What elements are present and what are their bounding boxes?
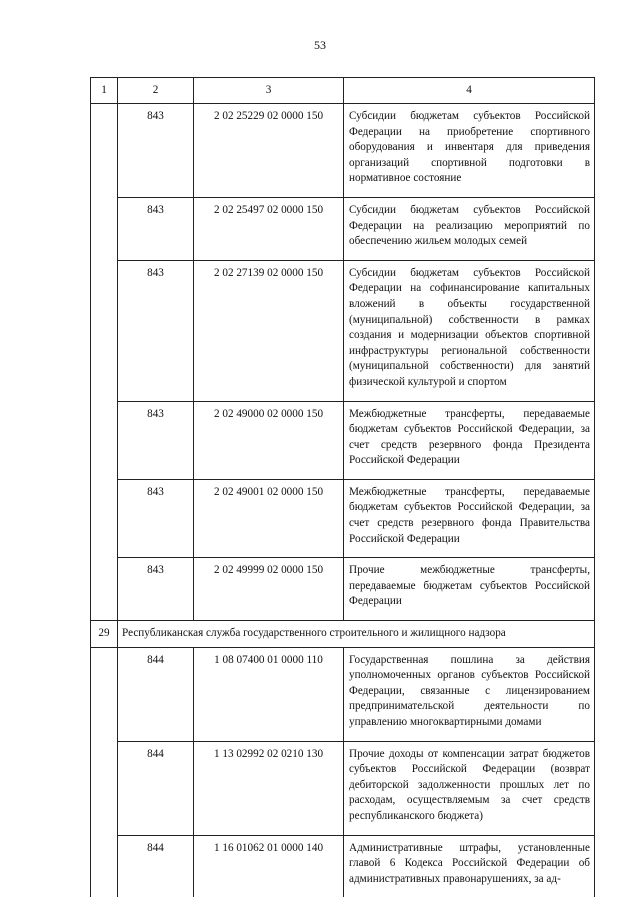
table-row	[91, 401, 595, 479]
revenue-description: Прочие доходы от компенсации затрат бюджетов субъектов Российской Федерации (возврат дебиторской задолженности прошлых лет по расходам, осуществляемым за счет средств республиканского бюджета)	[344, 741, 595, 835]
revenue-code: 2 02 49000 02 0000 150	[194, 401, 344, 479]
admin-code: 843	[118, 401, 194, 479]
empty-cell	[91, 647, 118, 897]
header-col-1: 1	[91, 78, 118, 104]
revenue-description: Субсидии бюджетам субъектов Российской Федерации на софинансирование капитальных вложений в объекты государственной (муниципальной) собственности в рамках создания и модернизации объектов спортивной инфраструктуры региональной собственности (муниципальной собственности) для занятий физической культурой и спортом	[344, 260, 595, 401]
table-row	[91, 835, 595, 897]
table-row	[91, 104, 595, 198]
table-row	[91, 741, 595, 835]
admin-code: 843	[118, 104, 194, 198]
revenue-code: 1 16 01062 01 0000 140	[194, 835, 344, 897]
table-row	[91, 197, 595, 260]
table-row	[91, 558, 595, 621]
admin-code: 843	[118, 260, 194, 401]
section-row	[91, 621, 595, 648]
empty-cell	[91, 104, 118, 621]
revenue-description: Субсидии бюджетам субъектов Российской Федерации на приобретение спортивного оборудования и инвентаря для приведения организаций спортивной подготовки в нормативное состояние	[344, 104, 595, 198]
section-number: 29	[91, 621, 118, 648]
admin-code: 844	[118, 647, 194, 741]
revenue-description: Административные штрафы, установленные главой 6 Кодекса Российской Федерации об административных правонарушениях, за ад-	[344, 835, 595, 897]
admin-code: 843	[118, 479, 194, 557]
revenue-description: Межбюджетные трансферты, передаваемые бюджетам субъектов Российской Федерации, за счет средств резервного фонда Президента Российской Федерации	[344, 401, 595, 479]
revenue-description: Государственная пошлина за действия уполномоченных органов субъектов Российской Федерации, связанные с лицензированием предпринимательской деятельности по управлению многоквартирными домами	[344, 647, 595, 741]
header-col-3: 3	[194, 78, 344, 104]
revenue-description: Субсидии бюджетам субъектов Российской Федерации на реализацию мероприятий по обеспечению жильем молодых семей	[344, 197, 595, 260]
table-row	[91, 647, 595, 741]
revenue-codes-table	[90, 77, 595, 897]
revenue-code: 1 08 07400 01 0000 110	[194, 647, 344, 741]
revenue-code: 2 02 25497 02 0000 150	[194, 197, 344, 260]
revenue-description: Межбюджетные трансферты, передаваемые бюджетам субъектов Российской Федерации, за счет средств резервного фонда Правительства Российской Федерации	[344, 479, 595, 557]
revenue-code: 2 02 49999 02 0000 150	[194, 558, 344, 621]
admin-code: 843	[118, 558, 194, 621]
revenue-description: Прочие межбюджетные трансферты, передаваемые бюджетам субъектов Российской Федерации	[344, 558, 595, 621]
header-col-4: 4	[344, 78, 595, 104]
revenue-code: 2 02 27139 02 0000 150	[194, 260, 344, 401]
table-row	[91, 479, 595, 557]
admin-code: 843	[118, 197, 194, 260]
revenue-code: 2 02 49001 02 0000 150	[194, 479, 344, 557]
admin-code: 844	[118, 741, 194, 835]
header-col-2: 2	[118, 78, 194, 104]
table-row	[91, 260, 595, 401]
section-title: Республиканская служба государственного строительного и жилищного надзора	[118, 621, 595, 648]
revenue-code: 2 02 25229 02 0000 150	[194, 104, 344, 198]
revenue-code: 1 13 02992 02 0210 130	[194, 741, 344, 835]
admin-code: 844	[118, 835, 194, 897]
page-number: 53	[314, 38, 326, 52]
table-header-row	[91, 78, 595, 104]
